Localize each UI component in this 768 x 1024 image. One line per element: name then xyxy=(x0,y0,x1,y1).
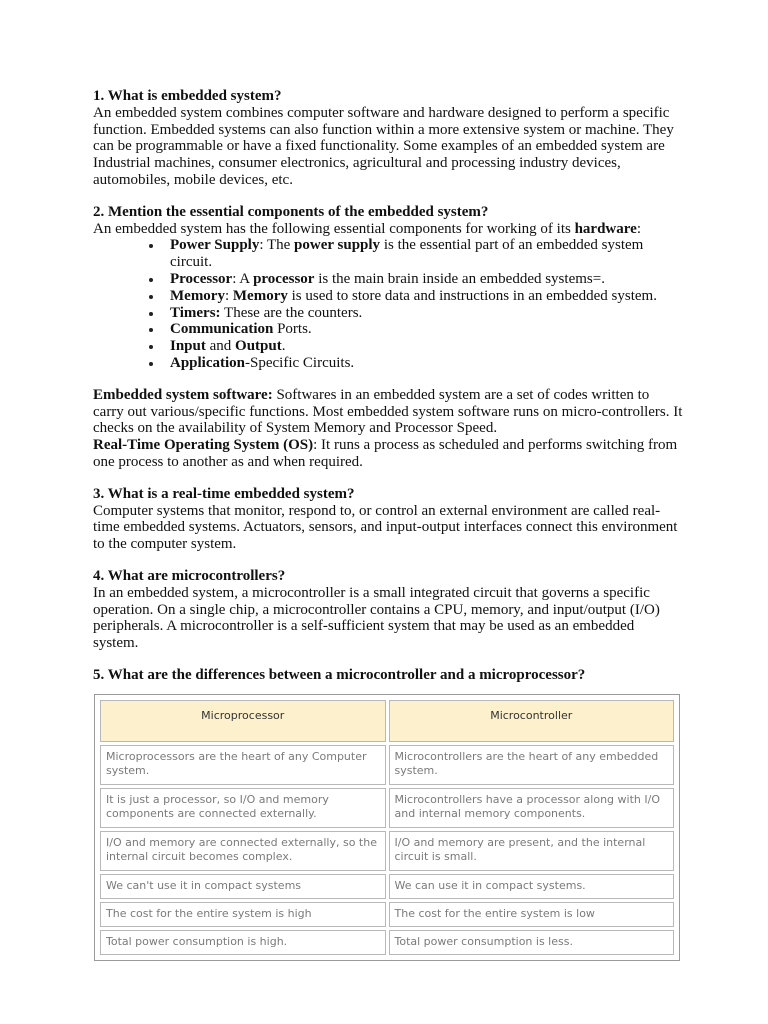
list-item: Processor: A processor is the main brain inside an embedded systems=. xyxy=(170,271,683,288)
table-cell: It is just a processor, so I/O and memory components are connected externally. xyxy=(100,788,386,828)
table-cell: We can use it in compact systems. xyxy=(389,874,675,899)
table-cell: Microcontrollers are the heart of any embedded system. xyxy=(389,745,675,785)
list-item: Communication Ports. xyxy=(170,321,683,338)
header-microcontroller: Microcontroller xyxy=(389,700,675,742)
table-row xyxy=(100,831,674,871)
software-paragraph: Embedded system software: Softwares in an embedded system are a set of codes written to carry out various/specific functions. Most embedded system software runs on micro-controllers. It checks on the availability of System Memory and Processor Speed. xyxy=(93,386,683,437)
intro-bold: hardware xyxy=(574,220,637,237)
header-microprocessor: Microprocessor xyxy=(100,700,386,742)
table-row xyxy=(100,745,674,785)
question-2-intro xyxy=(93,221,683,238)
question-2-title: 2. Mention the essential components of the embedded system? xyxy=(93,203,489,220)
intro-text: An embedded system has the following essential components for working of its xyxy=(93,220,575,237)
table-row xyxy=(100,874,674,899)
question-1-title: 1. What is embedded system? xyxy=(93,88,282,104)
list-item: Memory: Memory is used to store data and instructions in an embedded system. xyxy=(170,288,683,305)
table-cell: I/O and memory are present, and the internal circuit is small. xyxy=(389,831,675,871)
list-item: Application-Specific Circuits. xyxy=(170,355,683,372)
comparison-table xyxy=(94,694,680,961)
table-cell: The cost for the entire system is high xyxy=(100,902,386,927)
table-row xyxy=(100,930,674,955)
question-5-title: 5. What are the differences between a microcontroller and a microprocessor? xyxy=(93,666,586,683)
question-3-title: 3. What is a real-time embedded system? xyxy=(93,485,355,502)
table-cell: Microprocessors are the heart of any Computer system. xyxy=(100,745,386,785)
table-cell: Total power consumption is less. xyxy=(389,930,675,955)
table-row xyxy=(100,788,674,828)
question-3-answer: Computer systems that monitor, respond to, or control an external environment are called real-time embedded systems. Actuators, sensors, and input-output interfaces connect this environment to the computer system. xyxy=(93,502,678,553)
intro-end: : xyxy=(636,220,641,237)
table-cell: We can't use it in compact systems xyxy=(100,874,386,899)
components-list xyxy=(93,237,683,371)
question-1-answer: An embedded system combines computer software and hardware designed to perform a specific function. Embedded systems can also function within a more extensive system or machine. They can be programmable or have a fixed functionality. Some examples of an embedded system are Industrial machines, consumer electronics, agricultural and processing industry devices, automobiles, mobile devices, etc. xyxy=(93,104,674,188)
table-header-row xyxy=(100,700,674,742)
list-item: Timers: These are the counters. xyxy=(170,305,683,322)
document-page xyxy=(93,88,683,684)
table-row xyxy=(100,902,674,927)
question-4-title: 4. What are microcontrollers? xyxy=(93,567,286,584)
list-item: Power Supply: The power supply is the essential part of an embedded system circuit. xyxy=(170,237,683,271)
table-cell: I/O and memory are connected externally, so the internal circuit becomes complex. xyxy=(100,831,386,871)
table-cell: Microcontrollers have a processor along with I/O and internal memory components. xyxy=(389,788,675,828)
list-item: Input and Output. xyxy=(170,338,683,355)
table-cell: The cost for the entire system is low xyxy=(389,902,675,927)
table-cell: Total power consumption is high. xyxy=(100,930,386,955)
rtos-paragraph: Real-Time Operating System (OS): It runs a process as scheduled and performs switching from one process to another as and when required. xyxy=(93,437,678,470)
question-4-answer: In an embedded system, a microcontroller is a small integrated circuit that governs a specific operation. On a single chip, a microcontroller contains a CPU, memory, and input/output (I/O) peripherals. A microcontroller is a self-sufficient system that may be used as an embedded system. xyxy=(93,584,660,652)
